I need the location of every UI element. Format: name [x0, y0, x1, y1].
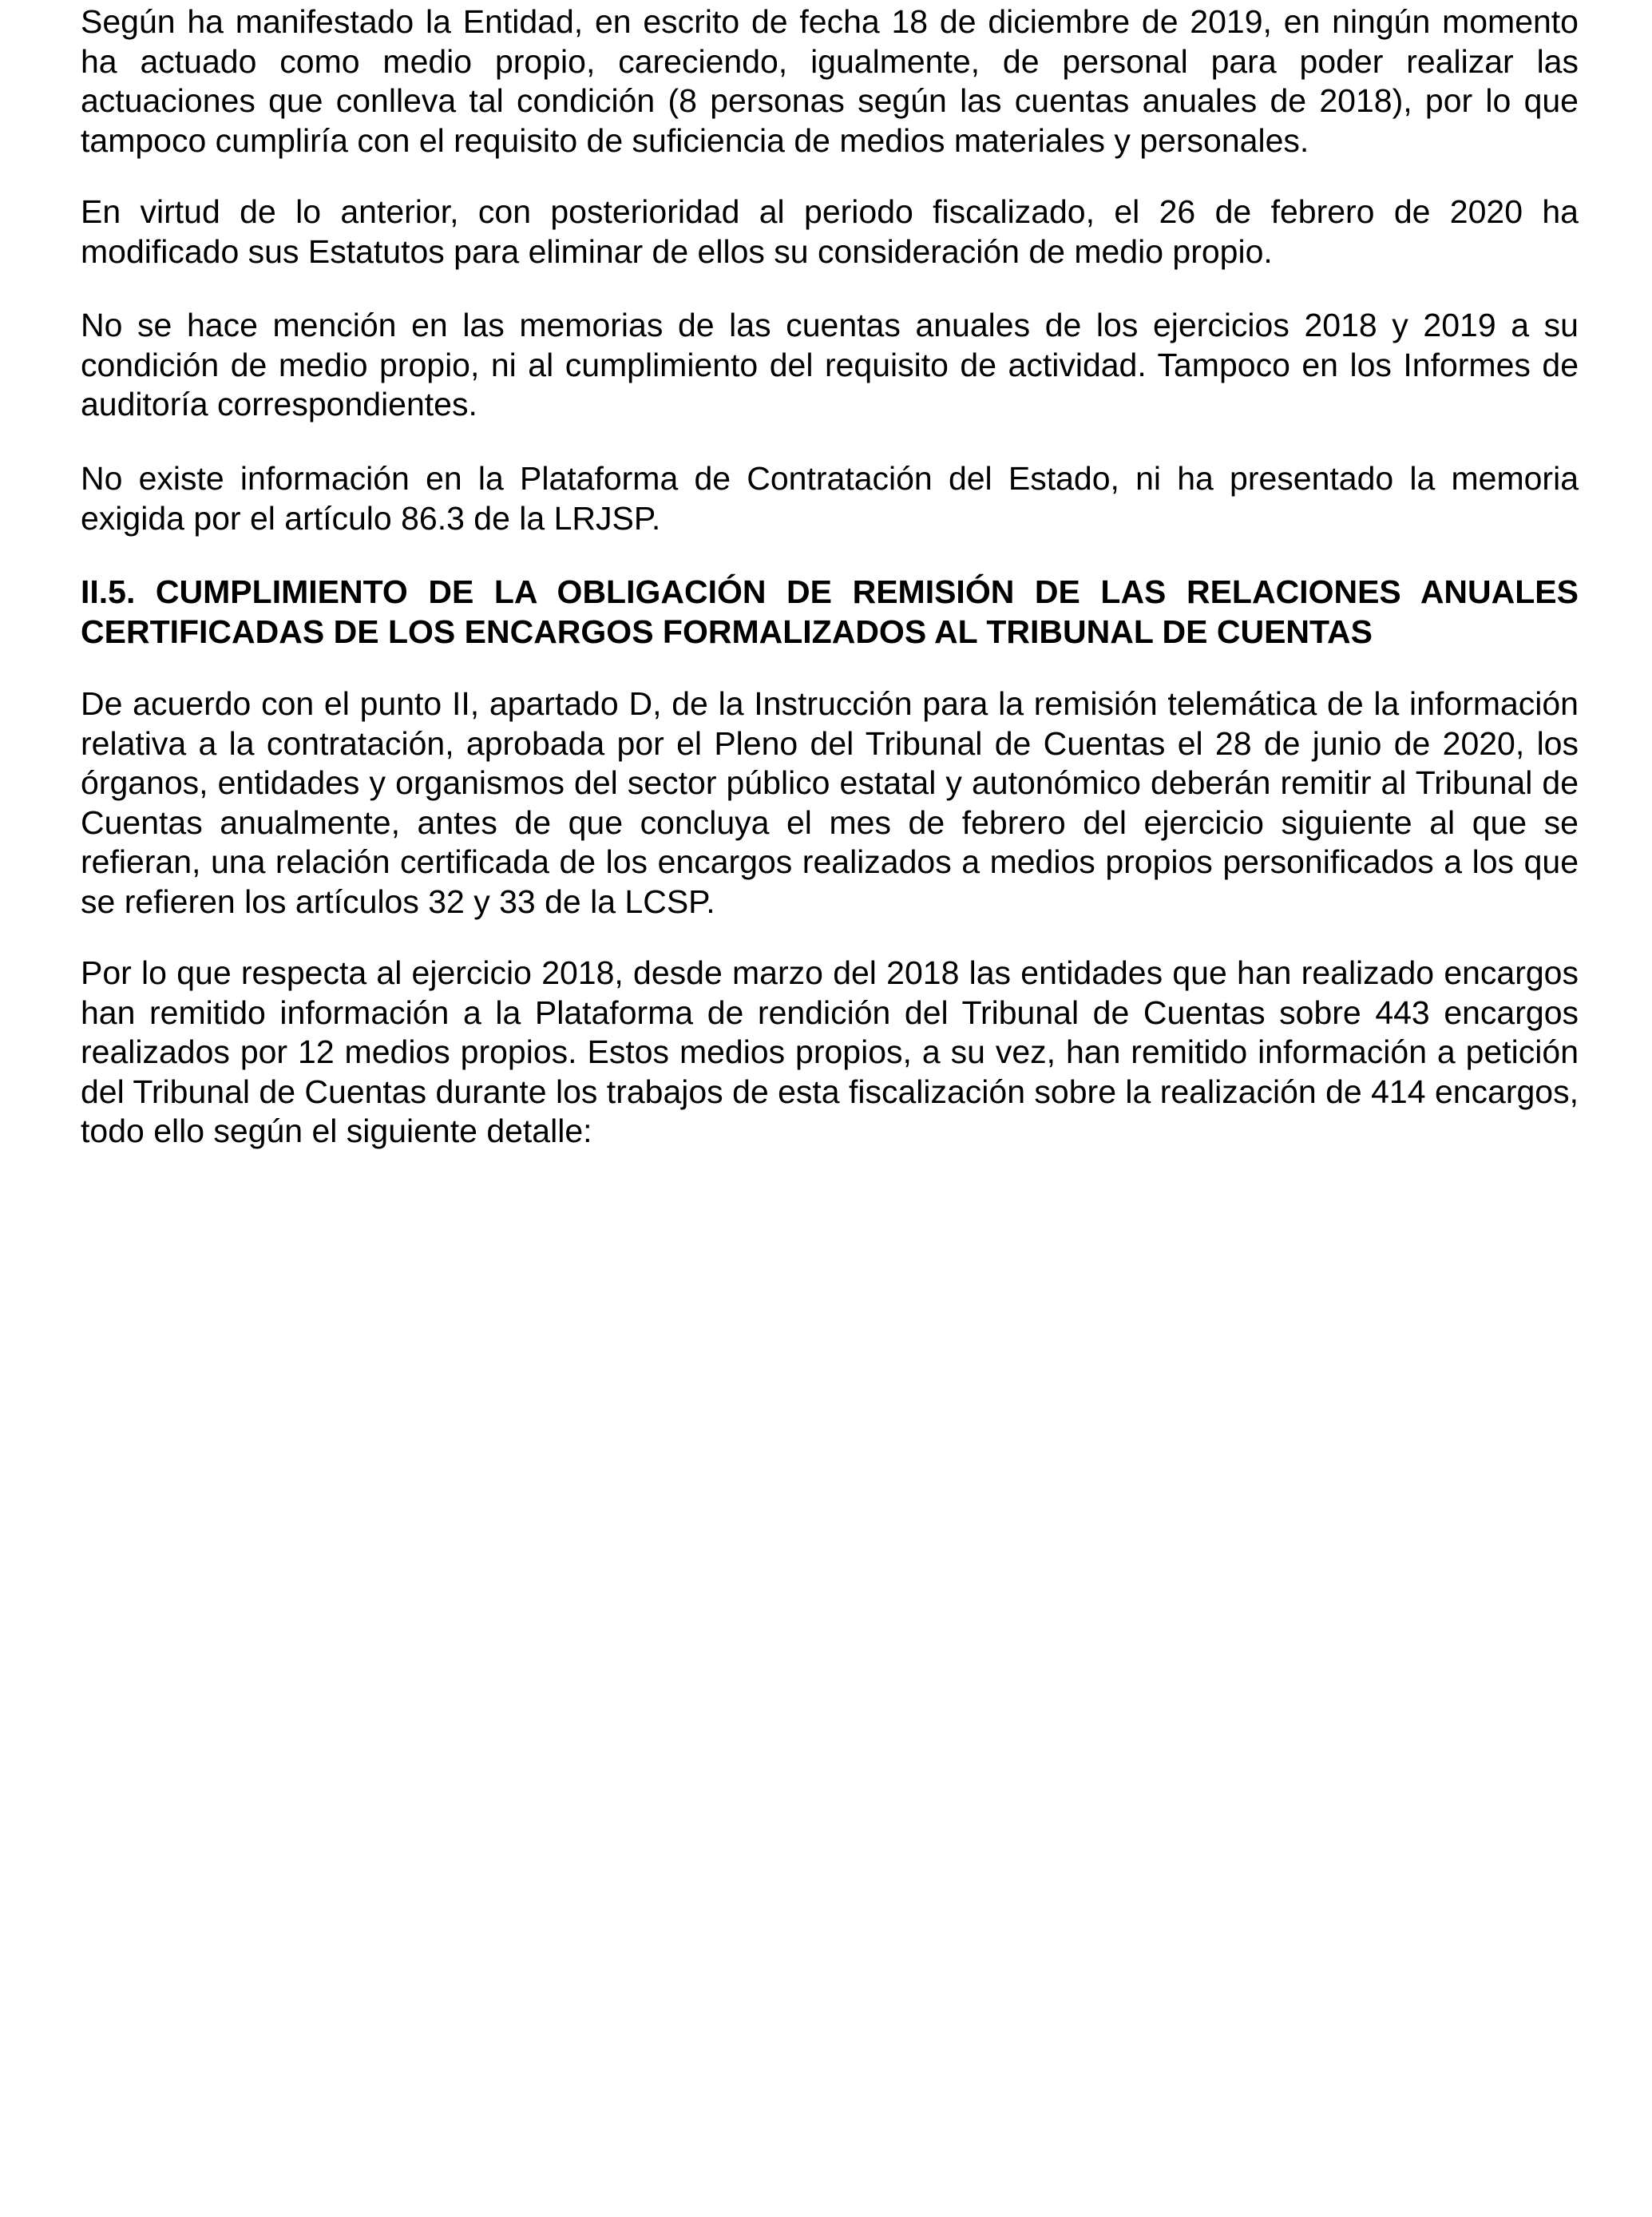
- paragraph-statutes-modification: En virtud de lo anterior, con posterioridad al periodo fiscalizado, el 26 de febrero de 2020 ha modificado sus Estatutos para eliminar de ellos su consideración de medio propio.: [81, 193, 1579, 270]
- section-heading: II.5. CUMPLIMIENTO DE LA OBLIGACIÓN DE REMISIÓN DE LAS RELACIONES ANUALES CERTIFICADAS DE LOS ENCARGOS FORMALIZADOS AL TRIBUNAL DE CUENTAS: [81, 573, 1579, 650]
- paragraph-contracting-platform: No existe información en la Plataforma de Contratación del Estado, ni ha presentado la memoria exigida por el artículo 86.3 de la LRJSP.: [81, 460, 1579, 537]
- paragraph-instruction: De acuerdo con el punto II, apartado D, de la Instrucción para la remisión telemática de la información relativa a la contratación, aprobada por el Pleno del Tribunal de Cuentas el 28 de junio de 2020, los órganos, entidades y organismos del sector público estatal y autonómico deberán remitir al Tribunal de Cuentas anualmente, antes de que concluya el mes de febrero del ejercicio siguiente al que se refieran, una relación certificada de los encargos realizados a medios propios personificados a los que se refieren los artículos 32 y 33 de la LCSP.: [81, 685, 1579, 920]
- paragraph-exercise-2018: Por lo que respecta al ejercicio 2018, desde marzo del 2018 las entidades que han realizado encargos han remitido información a la Plataforma de rendición del Tribunal de Cuentas sobre 443 encargos realizados por 12 medios propios. Estos medios propios, a su vez, han remitido información a petición del Tribunal de Cuentas durante los trabajos de esta fiscalización sobre la realización de 414 encargos, todo ello según el siguiente detalle:: [81, 954, 1579, 1149]
- paragraph-entity-statement: Según ha manifestado la Entidad, en escrito de fecha 18 de diciembre de 2019, en ningún momento ha actuado como medio propio, careciendo, igualmente, de personal para poder realizar las actuaciones que conlleva tal condición (8 personas según las cuentas anuales de 2018), por lo que tampoco cumpliría con el requisito de suficiencia de medios materiales y personales.: [81, 3, 1579, 159]
- paragraph-annual-accounts: No se hace mención en las memorias de las cuentas anuales de los ejercicios 2018 y 2019 a su condición de medio propio, ni al cumplimiento del requisito de actividad. Tampoco en los Informes de auditoría correspondientes.: [81, 307, 1579, 422]
